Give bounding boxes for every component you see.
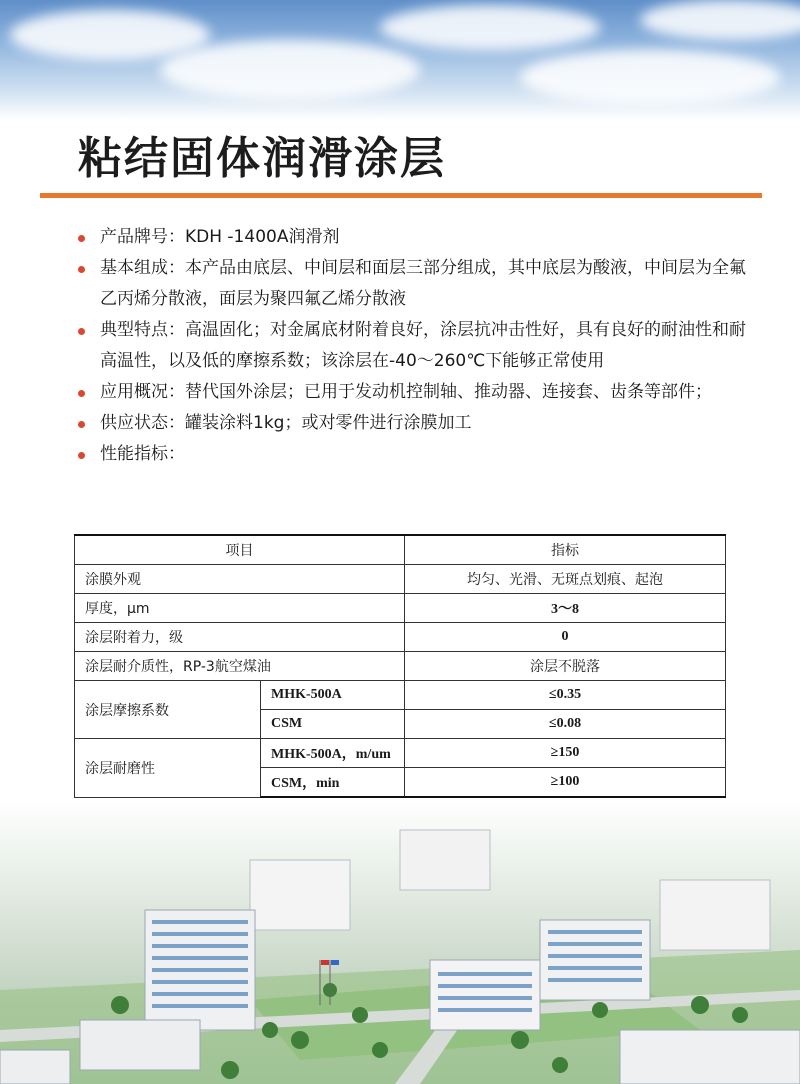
table-cell-subitem: MHK-500A [261, 681, 405, 710]
table-cell-value: 3～8 [405, 594, 726, 623]
list-item: 基本组成：本产品由底层、中间层和面层三部分组成，其中底层为酸液，中间层为全氟乙丙烯分散液，面层为聚四氟乙烯分散液 [78, 253, 758, 315]
column-header: 指标 [405, 535, 726, 565]
sky-banner [0, 0, 800, 120]
table-cell-item: 涂层附着力，级 [75, 623, 405, 652]
bullet-icon [78, 328, 85, 335]
table-cell-subitem: CSM [261, 710, 405, 739]
bullet-icon [78, 235, 85, 242]
table-cell-value: 均匀、光滑、无斑点划痕、起泡 [405, 565, 726, 594]
table-cell-item: 涂层摩擦系数 [75, 681, 261, 739]
table-row [75, 594, 726, 623]
table-row [75, 623, 726, 652]
table-cell-value: 0 [405, 623, 726, 652]
column-header: 项目 [75, 535, 405, 565]
title-underline [40, 193, 762, 198]
table-row [75, 652, 726, 681]
table-cell-item: 涂层耐磨性 [75, 739, 261, 798]
campus-illustration [0, 800, 800, 1084]
campus-buildings-image [0, 800, 800, 1084]
table-cell-subitem: MHK-500A，m/um [261, 739, 405, 768]
table-cell-value: ≤0.35 [405, 681, 726, 710]
table-cell-value: ≥150 [405, 739, 726, 768]
table-cell-subitem: CSM，min [261, 768, 405, 798]
bullet-icon [78, 452, 85, 459]
table-cell-item: 涂层耐介质性，RP-3航空煤油 [75, 652, 405, 681]
table-cell-value: 涂层不脱落 [405, 652, 726, 681]
table-cell-item: 涂膜外观 [75, 565, 405, 594]
page-title: 粘结固体润滑涂层 [78, 133, 446, 184]
list-item: 典型特点：高温固化；对金属底材附着良好，涂层抗冲击性好，具有良好的耐油性和耐高温性，以及低的摩擦系数；该涂层在-40～260℃下能够正常使用 [78, 315, 758, 377]
table-cell-value: ≤0.08 [405, 710, 726, 739]
table-row [75, 565, 726, 594]
bullet-icon [78, 266, 85, 273]
spec-table [74, 534, 726, 798]
list-item: 供应状态：罐装涂料1kg；或对零件进行涂膜加工 [78, 408, 758, 439]
feature-list [78, 222, 758, 470]
table-row [75, 739, 726, 768]
table-cell-item: 厚度，μm [75, 594, 405, 623]
list-item: 应用概况：替代国外涂层；已用于发动机控制轴、推动器、连接套、齿条等部件； [78, 377, 758, 408]
bullet-icon [78, 421, 85, 428]
list-item: 产品牌号：KDH -1400A润滑剂 [78, 222, 758, 253]
list-item: 性能指标： [78, 439, 758, 470]
bullet-icon [78, 390, 85, 397]
table-row [75, 681, 726, 710]
table-cell-value: ≥100 [405, 768, 726, 798]
table-header-row [75, 535, 726, 565]
